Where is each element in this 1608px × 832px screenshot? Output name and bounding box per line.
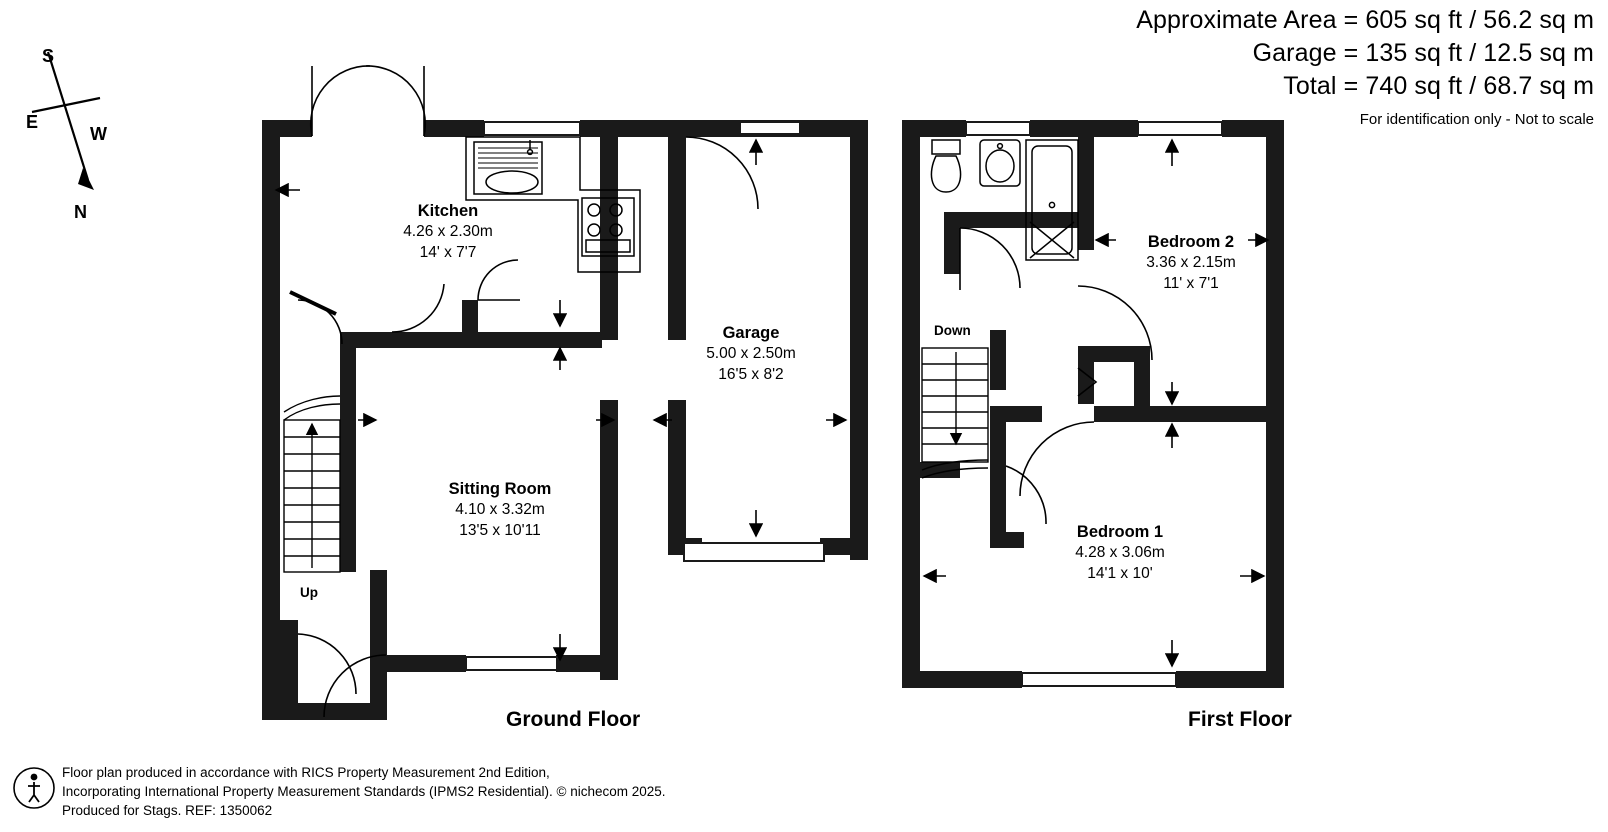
area-line-garage: Garage = 135 sq ft / 12.5 sq m	[1252, 39, 1594, 67]
footer-line-1: Floor plan produced in accordance with RICS Property Measurement 2nd Edition,	[62, 764, 550, 780]
kitchen-name: Kitchen	[417, 202, 479, 220]
rics-person-icon	[14, 768, 54, 808]
area-disclaimer: For identification only - Not to scale	[1359, 111, 1594, 128]
ground-floor-door-swings	[290, 66, 758, 717]
room-label-bedroom-2	[1108, 231, 1274, 295]
area-summary	[1136, 4, 1594, 130]
garage-dim-metric: 5.00 x 2.50m	[706, 345, 796, 363]
stairs-down-label: Down	[934, 323, 971, 338]
compass	[18, 20, 138, 222]
sitting-room-dim-metric: 4.10 x 3.32m	[455, 501, 545, 519]
ground-floor-plan	[262, 66, 868, 720]
bedroom-2-name: Bedroom 2	[1147, 233, 1235, 251]
garage-name: Garage	[722, 324, 780, 342]
room-label-bedroom-1	[1032, 521, 1208, 585]
first-floor-title: First Floor	[1188, 708, 1292, 731]
compass-east-label: E	[26, 112, 39, 132]
bedroom-1-dim-metric: 4.28 x 3.06m	[1075, 544, 1165, 562]
ground-floor-title: Ground Floor	[506, 708, 641, 731]
footer-line-2	[62, 782, 666, 801]
first-floor-walls	[902, 120, 1284, 688]
compass-west-label: W	[90, 124, 107, 144]
first-floor-plan	[902, 120, 1284, 688]
sitting-room-dim-imperial: 13'5 x 10'11	[459, 521, 541, 539]
ground-floor-stairs	[284, 396, 340, 572]
bedroom-1-dim-imperial: 14'1 x 10'	[1087, 564, 1153, 582]
footer-text	[62, 763, 666, 820]
room-label-kitchen	[368, 200, 528, 264]
room-label-garage	[668, 322, 834, 386]
room-label-sitting-room	[400, 478, 600, 542]
first-floor-stairs	[922, 348, 988, 478]
footer-copyright: © nichecom 2025.	[556, 783, 666, 799]
compass-north-label: N	[74, 202, 87, 222]
kitchen-dim-imperial: 14' x 7'7	[419, 243, 477, 261]
compass-south-label: S	[42, 46, 55, 66]
ground-floor-dimension-arrows	[276, 140, 846, 660]
bedroom-2-dim-imperial: 11' x 7'1	[1163, 274, 1219, 292]
sitting-room-name: Sitting Room	[448, 480, 552, 498]
kitchen-dim-metric: 4.26 x 2.30m	[403, 223, 493, 241]
bedroom-1-name: Bedroom 1	[1076, 523, 1164, 541]
garage-dim-imperial: 16'5 x 8'2	[718, 365, 784, 383]
footer-line-2-text: Incorporating International Property Measurement Standards (IPMS2 Residential).	[62, 783, 553, 799]
ground-floor-walls	[262, 120, 868, 720]
bedroom-2-dim-metric: 3.36 x 2.15m	[1146, 254, 1236, 272]
area-line-total: Total = 740 sq ft / 68.7 sq m	[1283, 72, 1594, 100]
footer-line-3: Produced for Stags. REF: 1350062	[62, 802, 273, 818]
area-line-approximate: Approximate Area = 605 sq ft / 56.2 sq m	[1136, 6, 1594, 34]
stairs-up-label: Up	[300, 585, 318, 600]
